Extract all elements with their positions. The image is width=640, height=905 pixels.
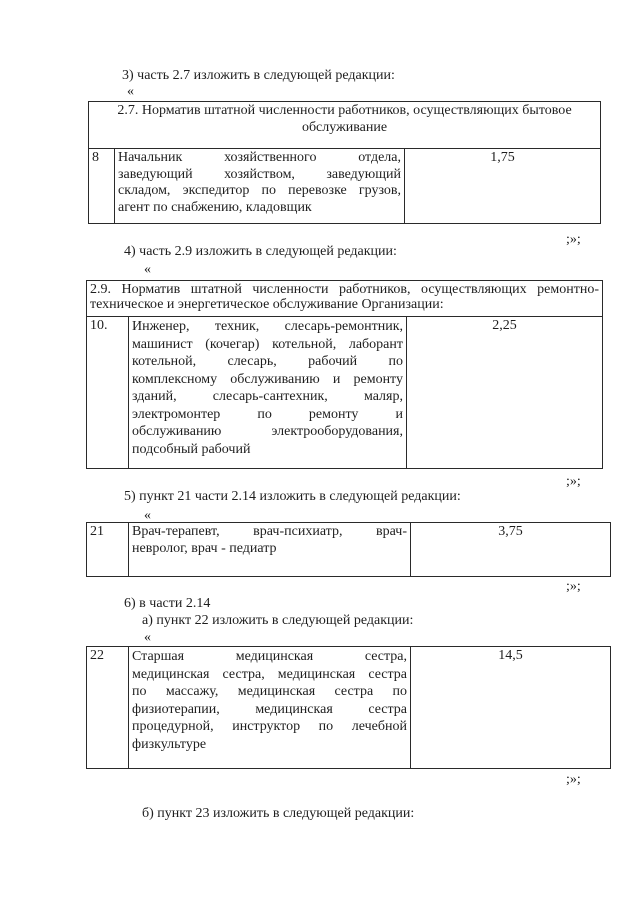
item-3-intro: 3) часть 2.7 изложить в следующей редакции: [122, 68, 395, 83]
table-row [87, 647, 611, 769]
item-4-intro: 4) часть 2.9 изложить в следующей редакции: [124, 244, 397, 259]
row-description: Старшая медицинская сестра, медицинская сестра, медицинская сестра по массажу, медицинская сестра по физиотерапии, медицинская сестра процедурной, инструктор по лечебной физкультуре [129, 647, 411, 769]
row-number: 22 [87, 647, 129, 769]
open-quote: « [144, 508, 151, 523]
table-2-7 [88, 101, 601, 224]
row-value: 1,75 [405, 149, 601, 224]
table-row [87, 317, 603, 469]
item-6-intro: 6) в части 2.14 [124, 596, 211, 611]
row-value: 14,5 [411, 647, 611, 769]
row-number: 8 [89, 149, 115, 224]
final-line: б) пункт 23 изложить в следующей редакции: [142, 806, 415, 821]
table-row [89, 149, 601, 224]
row-description: Инженер, техник, слесарь-ремонтник, машинист (кочегар) котельной, лаборант котельной, слесарь, рабочий по комплексному обслуживанию и ремонту зданий, слесарь-сантехник, маляр, электромонтер по ремонту и обслуживанию электрооборудования, подсобный рабочий [129, 317, 407, 469]
row-description: Начальник хозяйственного отдела, заведующий хозяйством, заведующий складом, экспедитор по перевозке грузов, агент по снабжению, кладовщик [115, 149, 405, 224]
close-quote: ;»; [566, 474, 581, 489]
table-header: 2.7. Норматив штатной численности работников, осуществляющих бытовое обслуживание [89, 102, 601, 149]
close-quote: ;»; [566, 579, 581, 594]
item-5-intro: 5) пункт 21 части 2.14 изложить в следующей редакции: [124, 489, 461, 504]
row-number: 10. [87, 317, 129, 469]
table-2-9 [86, 280, 603, 469]
open-quote: « [127, 84, 134, 99]
table-2-14-p22 [86, 646, 611, 769]
table-row [87, 523, 611, 577]
row-value: 2,25 [407, 317, 603, 469]
row-description: Врач-терапевт, врач-психиатр, врач- невролог, врач - педиатр [129, 523, 411, 577]
open-quote: « [144, 262, 151, 277]
item-6a-sub: а) пункт 22 изложить в следующей редакции: [142, 613, 414, 628]
row-value: 3,75 [411, 523, 611, 577]
row-number: 21 [87, 523, 129, 577]
close-quote: ;»; [566, 232, 581, 247]
table-header: 2.9. Норматив штатной численности работников, осуществляющих ремонтно-техническое и энергетическое обслуживание Организации: [87, 281, 603, 317]
open-quote: « [144, 630, 151, 645]
close-quote: ;»; [566, 772, 581, 787]
table-2-14-p21 [86, 522, 611, 577]
